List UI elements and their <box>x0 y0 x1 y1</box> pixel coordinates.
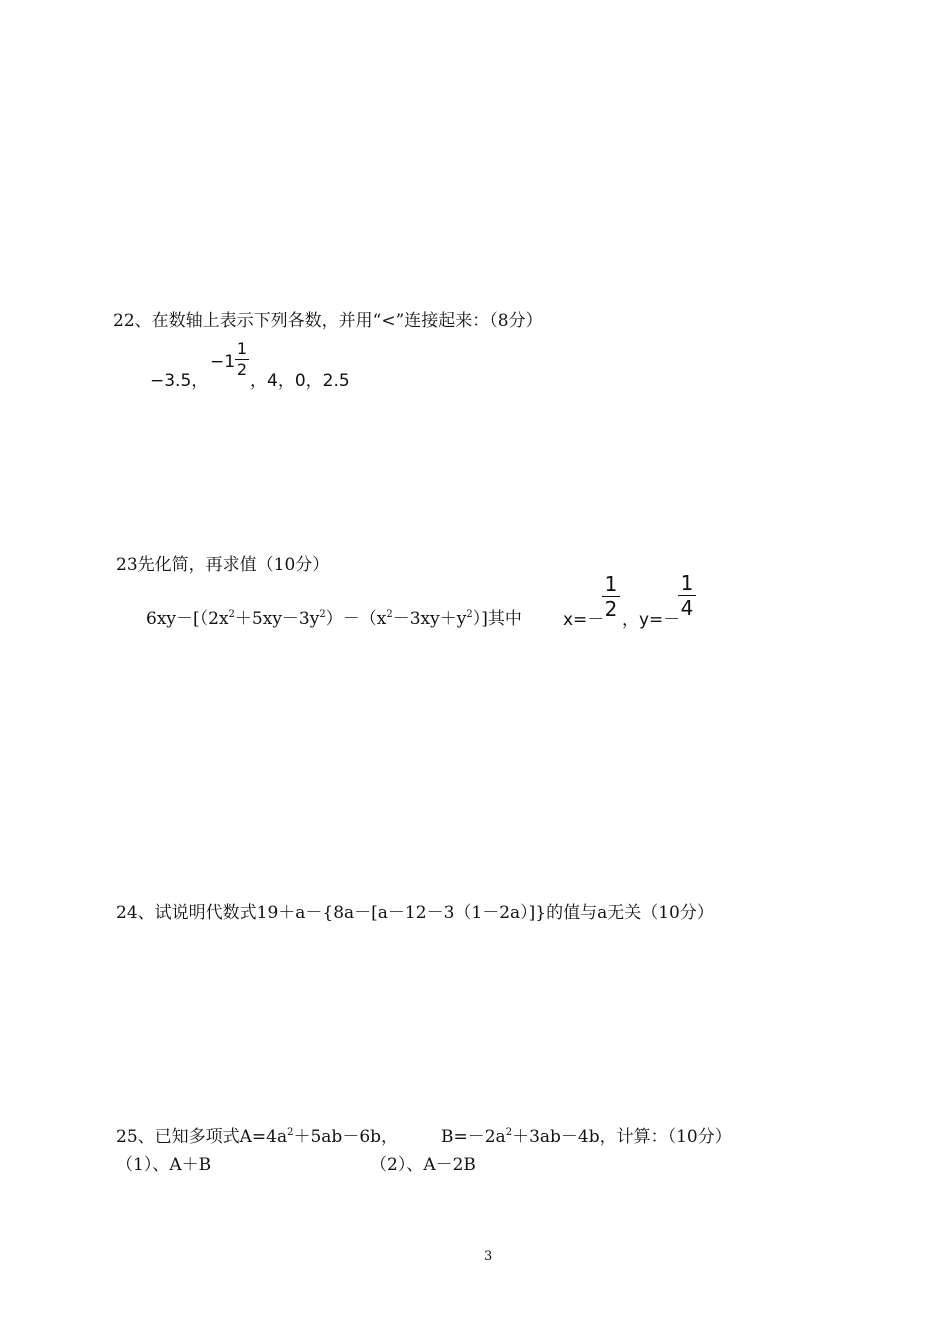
y-fraction <box>678 573 696 618</box>
fraction-numerator: 1 <box>604 572 618 596</box>
exponent: 2 <box>386 609 393 620</box>
fraction-denominator: 2 <box>604 597 618 621</box>
x-fraction <box>602 574 620 619</box>
question-24-title: 24、试说明代数式19＋a－{8a－[a－12－3（1－2a）]}的值与a无关（10分） <box>116 903 714 923</box>
question-23-title: 23先化简，再求值（10分） <box>116 555 330 575</box>
question-25-part-1: （1）、A＋B <box>116 1155 212 1175</box>
expr-part: ）]其中 <box>472 609 522 629</box>
expr-part: 6xy－[（2x <box>146 609 229 629</box>
question-25-part-2: （2）、A－2B <box>370 1155 476 1175</box>
expr-part: B=－2a <box>441 1127 506 1147</box>
expr-part: ＋3ab－4b，计算：（10分） <box>512 1127 732 1147</box>
question-22-title: 22、在数轴上表示下列各数，并用“<”连接起来：（8分） <box>113 311 543 331</box>
fraction-numerator: 1 <box>680 571 694 595</box>
question-23-expression <box>146 604 522 629</box>
fraction-denominator: 4 <box>680 596 694 620</box>
exponent: 2 <box>466 609 473 620</box>
page-number: 3 <box>484 1249 493 1264</box>
expr-part: ＋5xy－3y <box>234 609 320 629</box>
number-neg-3-5: −3.5， <box>150 371 209 391</box>
expr-part: 25、已知多项式A=4a <box>116 1127 288 1147</box>
mixed-number-fraction <box>235 341 249 378</box>
exponent: 2 <box>505 1127 513 1138</box>
expr-part: －3xy＋y <box>392 609 467 629</box>
exponent: 2 <box>228 609 235 620</box>
fraction-numerator: 1 <box>236 339 248 358</box>
expr-part: ＋5ab－6b， <box>293 1127 399 1147</box>
y-value-prefix: ，y=－ <box>622 610 681 630</box>
fraction-denominator: 2 <box>236 360 248 379</box>
expr-part: ）－（x <box>325 609 387 629</box>
x-value-prefix: x=－ <box>563 610 605 630</box>
exponent: 2 <box>319 609 326 620</box>
exponent: 2 <box>287 1127 294 1138</box>
question-25-polynomial-b <box>441 1122 732 1147</box>
mixed-number-whole: −1 <box>210 352 236 372</box>
question-25-polynomial-a <box>116 1122 398 1147</box>
number-list-rest: ，4，0，2.5 <box>250 371 350 391</box>
